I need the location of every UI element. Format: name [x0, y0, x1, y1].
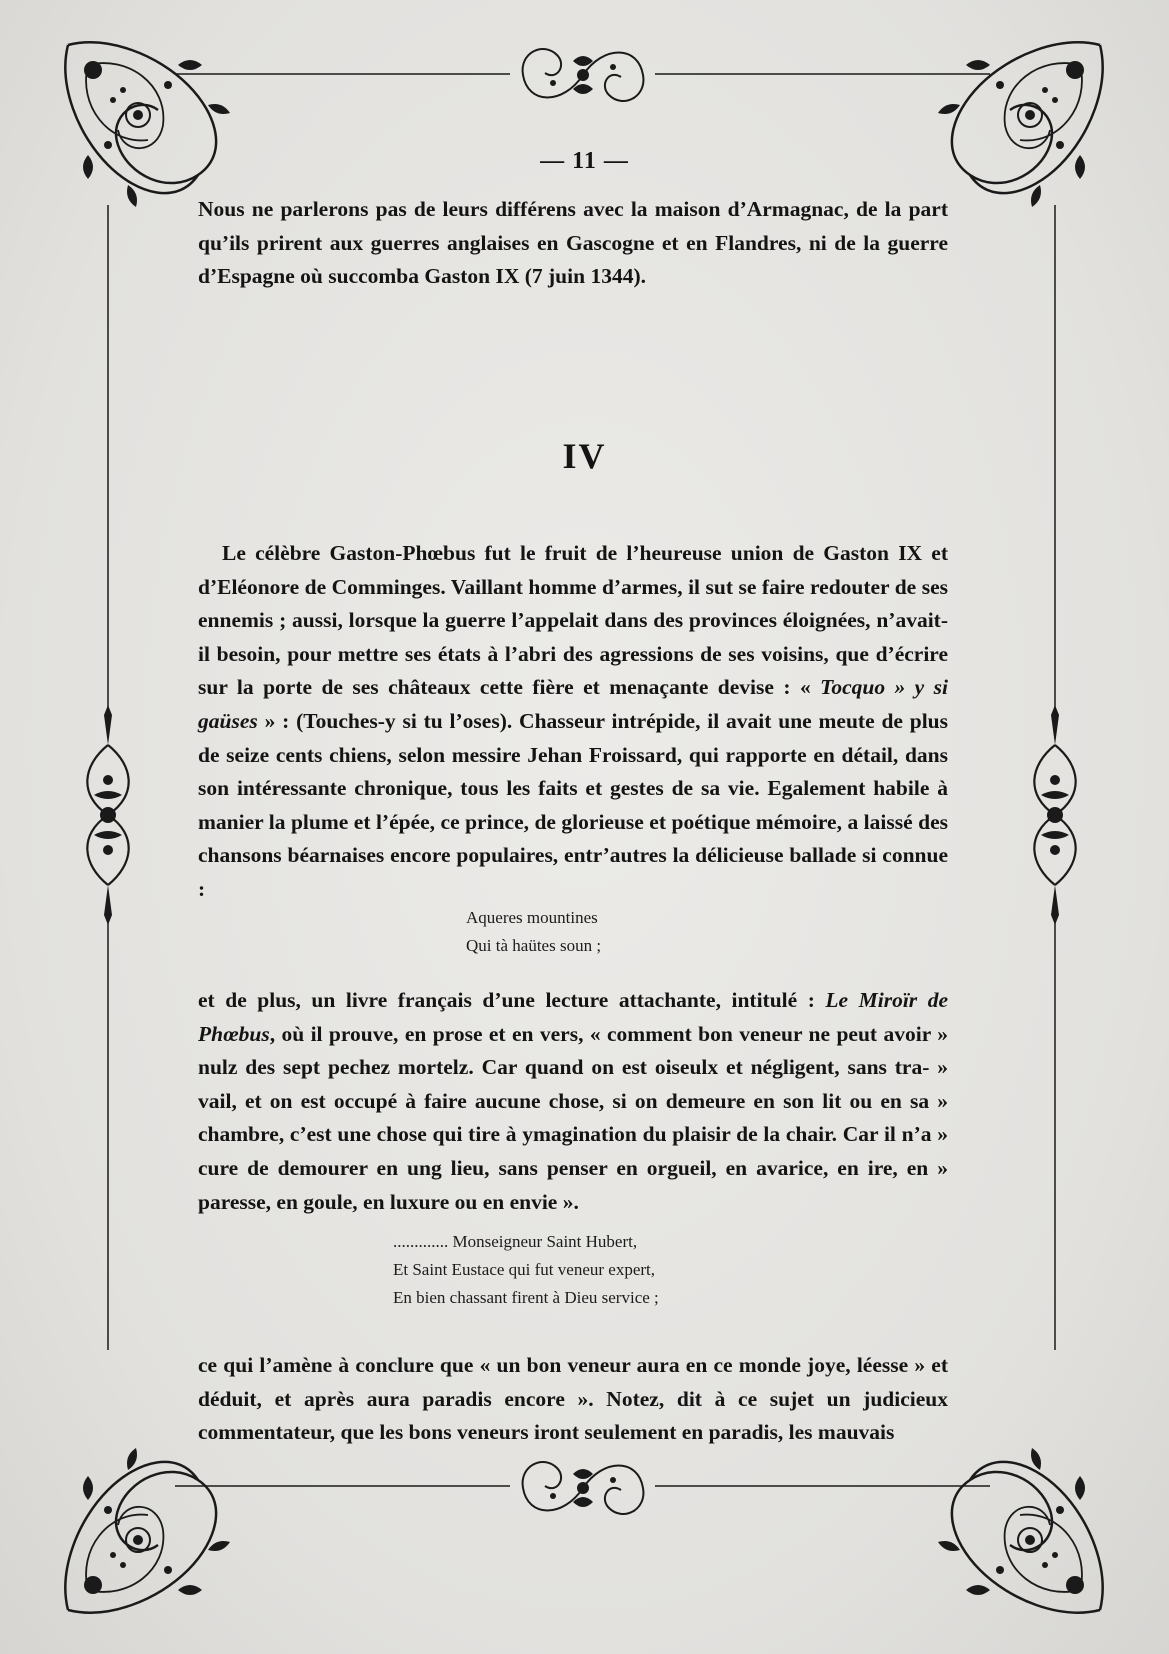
paragraph-3-title: Le Miroïr de Phœbus — [198, 988, 948, 1046]
paragraph-3 — [198, 984, 948, 1219]
bottom-center-ornament — [523, 1462, 644, 1514]
right-side-ornament — [1034, 705, 1075, 925]
paragraph-3-end: , où il prouve, en prose et en vers, « comment bon veneur ne peut avoir » nulz des sept pechez mortelz. Car quand on est oiseulx et négligent, sans tra- » vail, et on est occupé à faire aucune chose, si on demeure en son lit ou en sa » chambre, c’est une chose qui tire à ymagination du plaisir de la chair. Car il n’a » cure de demourer en ung lieu, sans penser en orgueil, en avarice, en ire, en » paresse, en goule, en luxure ou en envie ». — [198, 1021, 948, 1214]
section-heading: IV — [562, 436, 607, 476]
paragraph-2-motto: Tocquo » y si gaüses — [198, 675, 948, 733]
page-number: — 11 — — [540, 148, 629, 174]
verse-block-2 — [393, 1228, 659, 1312]
corner-ornament-top-left — [65, 42, 230, 207]
verse-line: Qui tà haütes soun ; — [466, 936, 602, 955]
verse-line: ............. Monseigneur Saint Hubert, — [393, 1232, 638, 1251]
paragraph-4: ce qui l’amène à conclure que « un bon veneur aura en ce monde joye, léesse » et déduit, et après aura paradis encore ». Notez, dit à ce sujet un judicieux commentateur, que les bons veneurs iront seulement en paradis, les mauvais — [198, 1353, 948, 1445]
verse-block-1 — [466, 904, 601, 960]
corner-ornament-bottom-left — [65, 1448, 230, 1613]
paragraph-2-end: » : (Touches-y si tu l’oses). Chasseur intrépide, il avait une meute de plus de seize cents chiens, selon messire Jehan Froissard, qui rapporte en détail, dans son intéressante chronique, tous les faits et gestes de sa vie. Egalement habile à manier la plume et l’épée, ce prince, de glorieuse et poétique mémoire, a laissé des chansons béarnaises encore populaires, entr’autres la délicieuse ballade si connue : — [198, 708, 949, 901]
corner-ornament-bottom-right — [938, 1448, 1103, 1613]
paragraph-2-start: Le célèbre Gaston-Phœbus fut le fruit de l’heureuse union de Gaston IX et d’Eléonore de Comminges. Vaillant homme d’armes, il sut se faire redouter de ses ennemis ; aussi, lorsque la guerre l’appelait dans des provinces éloignées, n’avait-il besoin, pour mettre ses états à l’abri des agressions de ses voisins, que d’écrire sur la porte de ses châteaux cette fière et menaçante devise : « — [198, 541, 948, 700]
corner-ornament-top-right — [938, 42, 1103, 207]
paragraph-3-start: et de plus, un livre français d’une lecture attachante, intitulé : — [198, 988, 815, 1012]
paragraph-1: Nous ne parlerons pas de leurs différens avec la maison d’Armagnac, de la part qu’ils prirent aux guerres anglaises en Gascogne et en Flandres, ni de la guerre d’Espagne où succomba Gaston IX (7 juin 1344). — [198, 197, 948, 289]
verse-line: Aqueres mountines — [466, 908, 598, 927]
left-side-ornament — [87, 705, 128, 925]
verse-line: En bien chassant firent à Dieu service ; — [393, 1288, 659, 1307]
text-paragraph — [198, 193, 948, 294]
text-paragraph — [198, 984, 948, 1219]
verse-line: Et Saint Eustace qui fut veneur expert, — [393, 1260, 655, 1279]
text-paragraph — [198, 537, 948, 907]
text-paragraph — [198, 1349, 948, 1450]
top-center-ornament — [523, 49, 644, 101]
paragraph-2 — [198, 537, 948, 907]
